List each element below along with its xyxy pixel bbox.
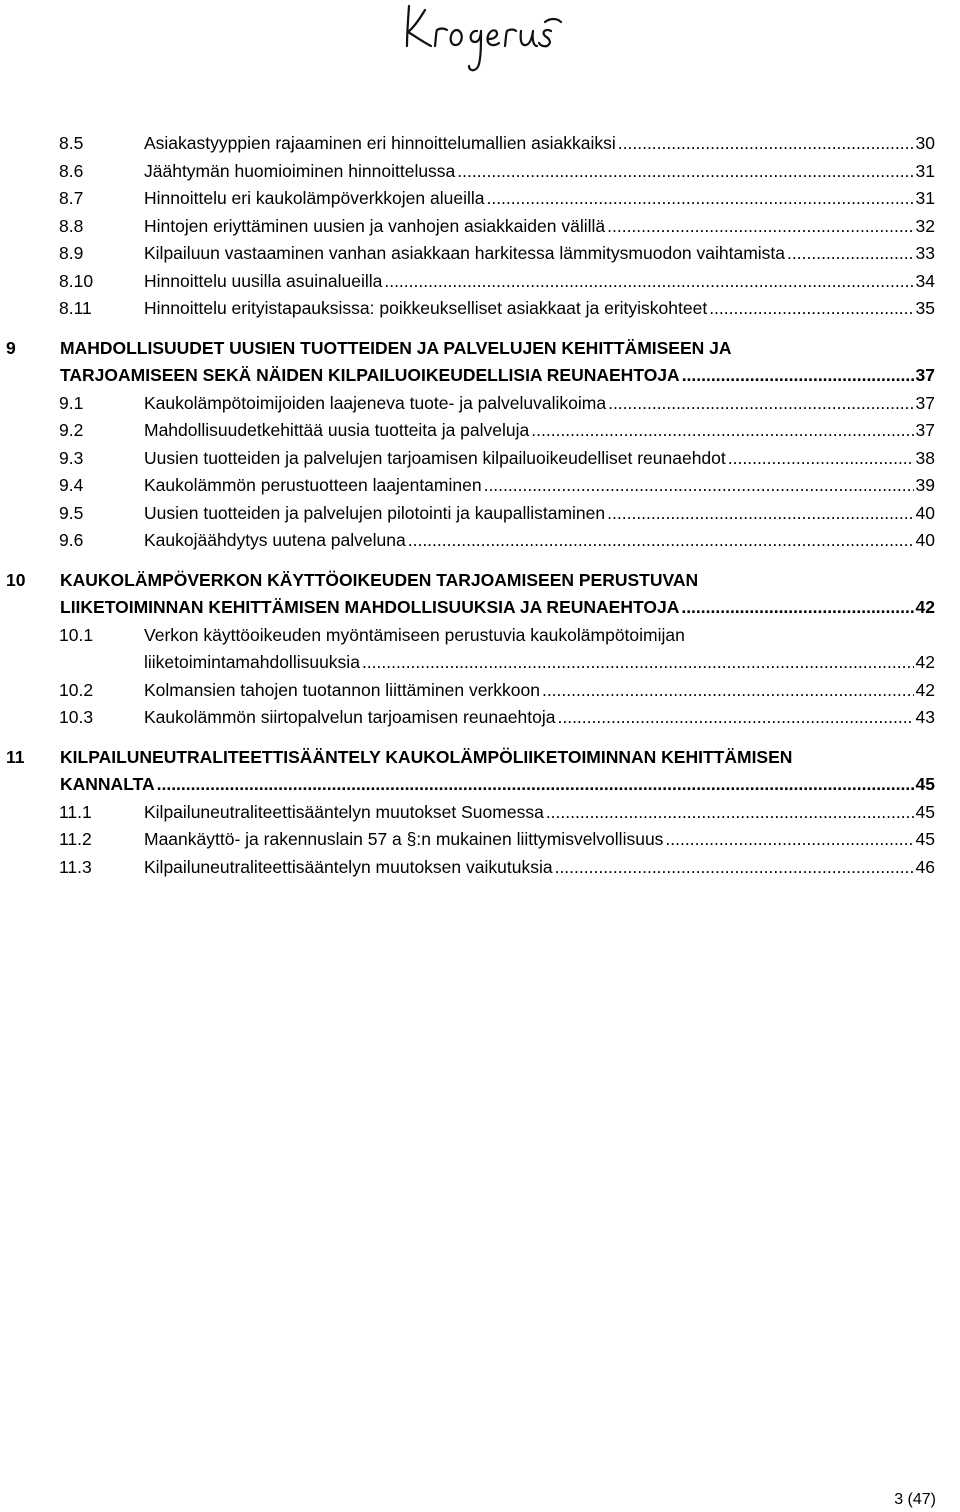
toc-entry-number: 11.3 bbox=[59, 856, 92, 877]
toc-entry[interactable] bbox=[0, 268, 960, 296]
toc-chapter-number: 9 bbox=[6, 337, 16, 358]
toc-entry-title: Uusien tuotteiden ja palvelujen pilotointi ja kaupallistaminen bbox=[144, 502, 606, 523]
toc-chapter-page: 45 bbox=[915, 774, 935, 794]
toc-entry-number: 9.2 bbox=[59, 420, 84, 440]
toc-entry-title: Asiakastyyppien rajaaminen eri hinnoittelumallien asiakkaiksi bbox=[144, 133, 616, 153]
toc-entry-number: 9.6 bbox=[59, 530, 84, 550]
dot-leader bbox=[555, 854, 914, 882]
toc-entry-number: 9.3 bbox=[59, 447, 84, 468]
toc-entry-title: Maankäyttö- ja rakennuslain 57 a §:n mukainen liittymisvelvollisuus bbox=[144, 829, 664, 849]
toc-entry-title: Hinnoittelu uusilla asuinalueilla bbox=[144, 270, 383, 291]
toc-entry-number: 8.10 bbox=[59, 270, 94, 291]
table-of-contents bbox=[0, 130, 960, 881]
toc-chapter-title: LIIKETOIMINNAN KEHITTÄMISEN MAHDOLLISUUKSIA JA REUNAEHTOJA bbox=[60, 597, 680, 617]
toc-entry-page: 45 bbox=[915, 829, 935, 849]
toc-entry-page: 37 bbox=[915, 392, 935, 413]
dot-leader bbox=[484, 472, 914, 500]
toc-entry-page: 31 bbox=[915, 160, 935, 181]
toc-entry-page: 45 bbox=[915, 801, 935, 822]
toc-entry-title: Kolmansien tahojen tuotannon liittäminen verkkoon bbox=[144, 679, 540, 700]
toc-entry[interactable] bbox=[0, 445, 960, 473]
toc-chapter-heading[interactable] bbox=[0, 744, 960, 772]
toc-entry-page: 34 bbox=[915, 270, 935, 291]
toc-entry-number: 9.5 bbox=[59, 502, 84, 523]
toc-chapter-heading-cont[interactable] bbox=[0, 594, 960, 622]
toc-entry-title: Hinnoittelu eri kaukolämpöverkkojen alueilla bbox=[144, 188, 485, 208]
toc-entry-number: 8.7 bbox=[59, 188, 84, 208]
toc-entry-page: 31 bbox=[915, 188, 935, 208]
dot-leader bbox=[546, 799, 914, 827]
toc-entry-number: 8.6 bbox=[59, 160, 84, 181]
toc-chapter-number: 10 bbox=[6, 569, 26, 590]
toc-chapter-page: 37 bbox=[915, 365, 935, 385]
toc-entry[interactable] bbox=[0, 390, 960, 418]
toc-entry-cont[interactable] bbox=[0, 649, 960, 677]
dot-leader bbox=[408, 527, 914, 555]
toc-entry-page: 46 bbox=[915, 856, 935, 877]
toc-entry-title: Kaukojäähdytys uutena palveluna bbox=[144, 530, 406, 550]
toc-entry[interactable] bbox=[0, 472, 960, 500]
toc-entry[interactable] bbox=[0, 854, 960, 882]
toc-entry-title: Mahdollisuudetkehittää uusia tuotteita ja palveluja bbox=[144, 420, 530, 440]
toc-entry-page: 33 bbox=[915, 243, 935, 263]
krogerus-logo bbox=[395, 0, 570, 82]
toc-entry-page: 40 bbox=[915, 502, 935, 523]
toc-entry-number: 10.1 bbox=[59, 624, 94, 645]
dot-leader bbox=[542, 677, 914, 705]
dot-leader bbox=[607, 500, 913, 528]
toc-entry-page: 42 bbox=[915, 652, 935, 672]
toc-entry[interactable] bbox=[0, 527, 960, 555]
toc-entry-title: Kilpailuneutraliteettisääntelyn muutokset Suomessa bbox=[144, 801, 544, 822]
toc-entry[interactable] bbox=[0, 240, 960, 268]
toc-entry[interactable] bbox=[0, 500, 960, 528]
toc-entry[interactable] bbox=[0, 185, 960, 213]
dot-leader bbox=[665, 826, 913, 854]
toc-entry-number: 11.1 bbox=[59, 801, 92, 822]
toc-entry[interactable] bbox=[0, 799, 960, 827]
toc-entry[interactable] bbox=[0, 622, 960, 650]
toc-entry-title: Kaukolämpötoimijoiden laajeneva tuote- ja palveluvalikoima bbox=[144, 392, 607, 413]
toc-entry-title: Hintojen eriyttäminen uusien ja vanhojen asiakkaiden välillä bbox=[144, 215, 606, 236]
dot-leader bbox=[457, 158, 913, 186]
toc-entry-page: 32 bbox=[915, 215, 935, 236]
toc-entry-number: 9.1 bbox=[59, 392, 84, 413]
dot-leader bbox=[531, 417, 913, 445]
toc-entry[interactable] bbox=[0, 826, 960, 854]
toc-entry[interactable] bbox=[0, 417, 960, 445]
toc-entry[interactable] bbox=[0, 295, 960, 323]
dot-leader bbox=[728, 445, 914, 473]
page-number: 3 (47) bbox=[894, 1491, 936, 1508]
dot-leader bbox=[681, 594, 913, 622]
toc-chapter-title-line1: KAUKOLÄMPÖVERKON KÄYTTÖOIKEUDEN TARJOAMISEEN PERUSTUVAN bbox=[60, 569, 699, 590]
toc-chapter-heading[interactable] bbox=[0, 567, 960, 595]
dot-leader bbox=[362, 649, 914, 677]
toc-entry-number: 8.11 bbox=[59, 298, 92, 318]
toc-chapter-heading-cont[interactable] bbox=[0, 771, 960, 799]
toc-chapter-title-line1: MAHDOLLISUUDET UUSIEN TUOTTEIDEN JA PALVELUJEN KEHITTÄMISEEN JA bbox=[60, 337, 732, 358]
toc-entry-page: 38 bbox=[915, 447, 935, 468]
toc-entry-number: 8.8 bbox=[59, 215, 84, 236]
dot-leader bbox=[709, 295, 913, 323]
toc-entry-number: 10.2 bbox=[59, 679, 94, 700]
toc-entry-title: Hinnoittelu erityistapauksissa: poikkeukselliset asiakkaat ja erityiskohteet bbox=[144, 298, 708, 318]
toc-entry-number: 11.2 bbox=[59, 829, 92, 849]
toc-entry-page: 40 bbox=[915, 530, 935, 550]
toc-chapter-heading-cont[interactable] bbox=[0, 362, 960, 390]
toc-entry-page: 30 bbox=[915, 133, 935, 153]
toc-entry-title: Jäähtymän huomioiminen hinnoittelussa bbox=[144, 160, 456, 181]
dot-leader bbox=[384, 268, 913, 296]
toc-chapter-title: KANNALTA bbox=[60, 774, 155, 794]
toc-entry-title: Kaukolämmön siirtopalvelun tarjoamisen reunaehtoja bbox=[144, 707, 556, 727]
toc-entry-title: liiketoimintamahdollisuuksia bbox=[144, 652, 360, 672]
dot-leader bbox=[608, 390, 913, 418]
toc-entry-page: 39 bbox=[915, 475, 935, 495]
toc-entry-title-line1: Verkon käyttöoikeuden myöntämiseen perustuvia kaukolämpötoimijan bbox=[144, 624, 685, 645]
toc-chapter-page: 42 bbox=[915, 597, 935, 617]
toc-entry-title: Uusien tuotteiden ja palvelujen tarjoamisen kilpailuoikeudelliset reunaehdot bbox=[144, 447, 726, 468]
toc-entry-page: 42 bbox=[915, 679, 935, 700]
toc-entry-number: 8.9 bbox=[59, 243, 84, 263]
dot-leader bbox=[486, 185, 913, 213]
toc-entry-title: Kilpailuun vastaaminen vanhan asiakkaan harkitessa lämmitysmuodon vaihtamista bbox=[144, 243, 786, 263]
toc-entry-page: 43 bbox=[915, 707, 935, 727]
toc-entry-number: 8.5 bbox=[59, 133, 84, 153]
toc-entry-page: 37 bbox=[915, 420, 935, 440]
dot-leader bbox=[682, 362, 914, 390]
toc-chapter-number: 11 bbox=[6, 746, 25, 767]
toc-entry-number: 9.4 bbox=[59, 475, 84, 495]
toc-entry[interactable] bbox=[0, 130, 960, 158]
toc-chapter-title: TARJOAMISEEN SEKÄ NÄIDEN KILPAILUOIKEUDELLISIA REUNAEHTOJA bbox=[60, 365, 680, 385]
toc-entry[interactable] bbox=[0, 677, 960, 705]
toc-entry-page: 35 bbox=[915, 298, 935, 318]
toc-entry[interactable] bbox=[0, 158, 960, 186]
toc-entry[interactable] bbox=[0, 704, 960, 732]
dot-leader bbox=[557, 704, 913, 732]
toc-entry-title: Kaukolämmön perustuotteen laajentaminen bbox=[144, 475, 482, 495]
toc-chapter-title-line1: KILPAILUNEUTRALITEETTISÄÄNTELY KAUKOLÄMPÖLIIKETOIMINNAN KEHITTÄMISEN bbox=[60, 746, 793, 767]
dot-leader bbox=[618, 130, 914, 158]
toc-chapter-heading[interactable] bbox=[0, 335, 960, 363]
dot-leader bbox=[157, 771, 914, 799]
toc-entry[interactable] bbox=[0, 213, 960, 241]
dot-leader bbox=[787, 240, 913, 268]
toc-entry-number: 10.3 bbox=[59, 707, 94, 727]
toc-entry-title: Kilpailuneutraliteettisääntelyn muutoksen vaikutuksia bbox=[144, 856, 553, 877]
dot-leader bbox=[607, 213, 913, 241]
